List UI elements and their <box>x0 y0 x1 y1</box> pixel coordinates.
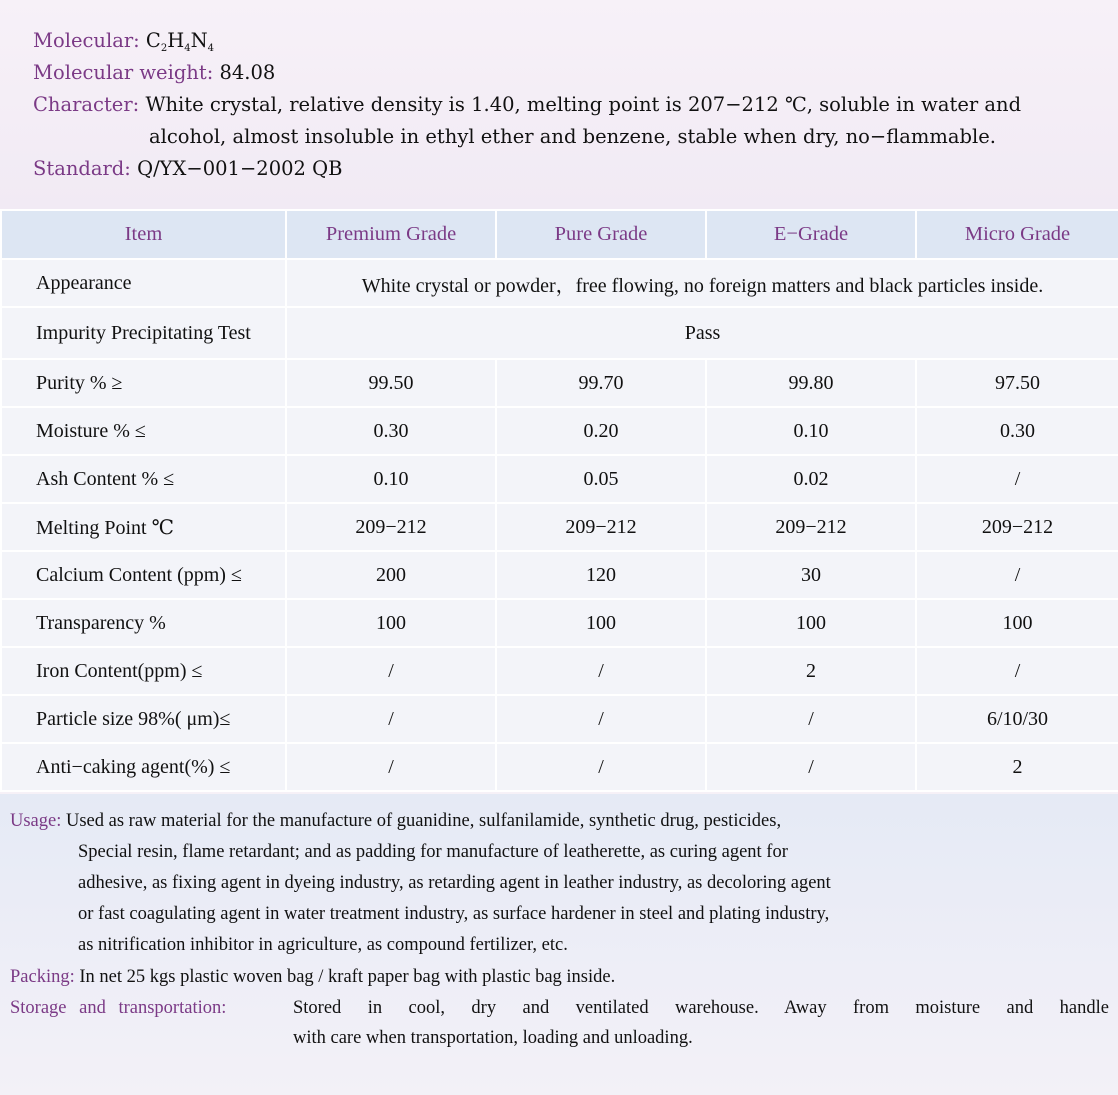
cell-micro: / <box>916 551 1118 599</box>
cell-e-grade: 100 <box>706 599 916 647</box>
molecular-weight-line <box>33 61 275 85</box>
standard-value: Q/YX−001−2002 QB <box>137 157 343 180</box>
specification-table <box>0 209 1118 792</box>
table-row <box>1 599 1118 647</box>
table-row <box>1 307 1118 359</box>
cell-premium: 0.30 <box>286 407 496 455</box>
cell-e-grade: 99.80 <box>706 359 916 407</box>
cell-e-grade: 0.02 <box>706 455 916 503</box>
cell-premium: 200 <box>286 551 496 599</box>
molecular-weight-label: Molecular weight: <box>33 61 214 84</box>
row-item: Impurity Precipitating Test <box>1 307 286 359</box>
usage-text-2: Special resin, flame retardant; and as padding for manufacture of leatherette, as curing agent for <box>78 842 788 862</box>
cell-e-grade: 209−212 <box>706 503 916 551</box>
cell-micro: 2 <box>916 743 1118 791</box>
appearance-value: White crystal or powder，free flowing, no foreign matters and black particles inside. <box>286 259 1118 307</box>
usage-text-5: as nitrification inhibitor in agriculture, as compound fertilizer, etc. <box>78 935 568 955</box>
cell-micro: / <box>916 647 1118 695</box>
storage-label-wrap <box>10 996 226 1020</box>
usage-text-1: Used as raw material for the manufacture of guanidine, sulfanilamide, synthetic drug, pesticides, <box>66 811 782 831</box>
packing-label: Packing: <box>10 967 75 987</box>
cell-pure: / <box>496 647 706 695</box>
character-text-1: White crystal, relative density is 1.40, melting point is 207−212 ℃, soluble in water and <box>145 93 1022 116</box>
header-premium-grade: Premium Grade <box>286 210 496 259</box>
cell-pure: 120 <box>496 551 706 599</box>
cell-e-grade: 2 <box>706 647 916 695</box>
cell-micro: 6/10/30 <box>916 695 1118 743</box>
character-label: Character: <box>33 93 140 116</box>
header-item: Item <box>1 210 286 259</box>
molecular-label: Molecular: <box>33 29 140 52</box>
table-row <box>1 551 1118 599</box>
table-row <box>1 743 1118 791</box>
cell-pure: / <box>496 743 706 791</box>
table-row <box>1 503 1118 551</box>
header-e-grade: E−Grade <box>706 210 916 259</box>
cell-pure: 209−212 <box>496 503 706 551</box>
cell-micro: 100 <box>916 599 1118 647</box>
cell-pure: 99.70 <box>496 359 706 407</box>
cell-premium: 0.10 <box>286 455 496 503</box>
standard-label: Standard: <box>33 157 131 180</box>
table-row <box>1 647 1118 695</box>
row-item: Particle size 98%( μm)≤ <box>1 695 286 743</box>
cell-premium: 99.50 <box>286 359 496 407</box>
row-item: Iron Content(ppm) ≤ <box>1 647 286 695</box>
cell-pure: / <box>496 695 706 743</box>
table-row <box>1 695 1118 743</box>
cell-e-grade: / <box>706 743 916 791</box>
cell-pure: 100 <box>496 599 706 647</box>
cell-premium: / <box>286 647 496 695</box>
cell-micro: 97.50 <box>916 359 1118 407</box>
cell-micro: 209−212 <box>916 503 1118 551</box>
cell-pure: 0.05 <box>496 455 706 503</box>
row-item: Anti−caking agent(%) ≤ <box>1 743 286 791</box>
header-pure-grade: Pure Grade <box>496 210 706 259</box>
table-row <box>1 407 1118 455</box>
impurity-value: Pass <box>286 307 1118 359</box>
cell-premium: 209−212 <box>286 503 496 551</box>
cell-e-grade: 30 <box>706 551 916 599</box>
storage-text-2: with care when transportation, loading and unloading. <box>293 1028 693 1048</box>
cell-micro: / <box>916 455 1118 503</box>
cell-micro: 0.30 <box>916 407 1118 455</box>
cell-e-grade: / <box>706 695 916 743</box>
table-row <box>1 359 1118 407</box>
cell-premium: 100 <box>286 599 496 647</box>
table-row <box>1 455 1118 503</box>
usage-text-3: adhesive, as fixing agent in dyeing industry, as retarding agent in leather industry, as decoloring agent <box>78 873 831 893</box>
cell-pure: 0.20 <box>496 407 706 455</box>
packing-value: In net 25 kgs plastic woven bag / kraft paper bag with plastic bag inside. <box>79 967 616 987</box>
cell-premium: / <box>286 695 496 743</box>
standard-line <box>33 157 342 181</box>
table-header-row <box>1 210 1118 259</box>
row-item: Melting Point ℃ <box>1 503 286 551</box>
usage-label: Usage: <box>10 811 62 831</box>
molecular-formula: $C_2H_4N_4$ <box>145 29 215 54</box>
character-line <box>33 93 1021 117</box>
usage-text-4: or fast coagulating agent in water treatment industry, as surface hardener in steel and plating industry, <box>78 904 830 924</box>
table-row <box>1 259 1118 307</box>
row-item: Purity % ≥ <box>1 359 286 407</box>
row-item: Transparency % <box>1 599 286 647</box>
molecular-line <box>33 29 214 61</box>
cell-e-grade: 0.10 <box>706 407 916 455</box>
header-micro-grade: Micro Grade <box>916 210 1118 259</box>
row-item: Moisture % ≤ <box>1 407 286 455</box>
packing-line <box>10 965 615 989</box>
storage-text-1: Stored in cool, dry and ventilated warehouse. Away from moisture and handle <box>293 998 1109 1018</box>
molecular-weight-value: 84.08 <box>219 61 276 84</box>
row-item: Ash Content % ≤ <box>1 455 286 503</box>
cell-premium: / <box>286 743 496 791</box>
storage-label: Storage and transportation: <box>10 998 227 1018</box>
character-text-2: alcohol, almost insoluble in ethyl ether and benzene, stable when dry, no−flammable. <box>149 125 996 148</box>
row-item: Appearance <box>1 259 286 307</box>
row-item: Calcium Content (ppm) ≤ <box>1 551 286 599</box>
usage-line <box>10 809 781 833</box>
